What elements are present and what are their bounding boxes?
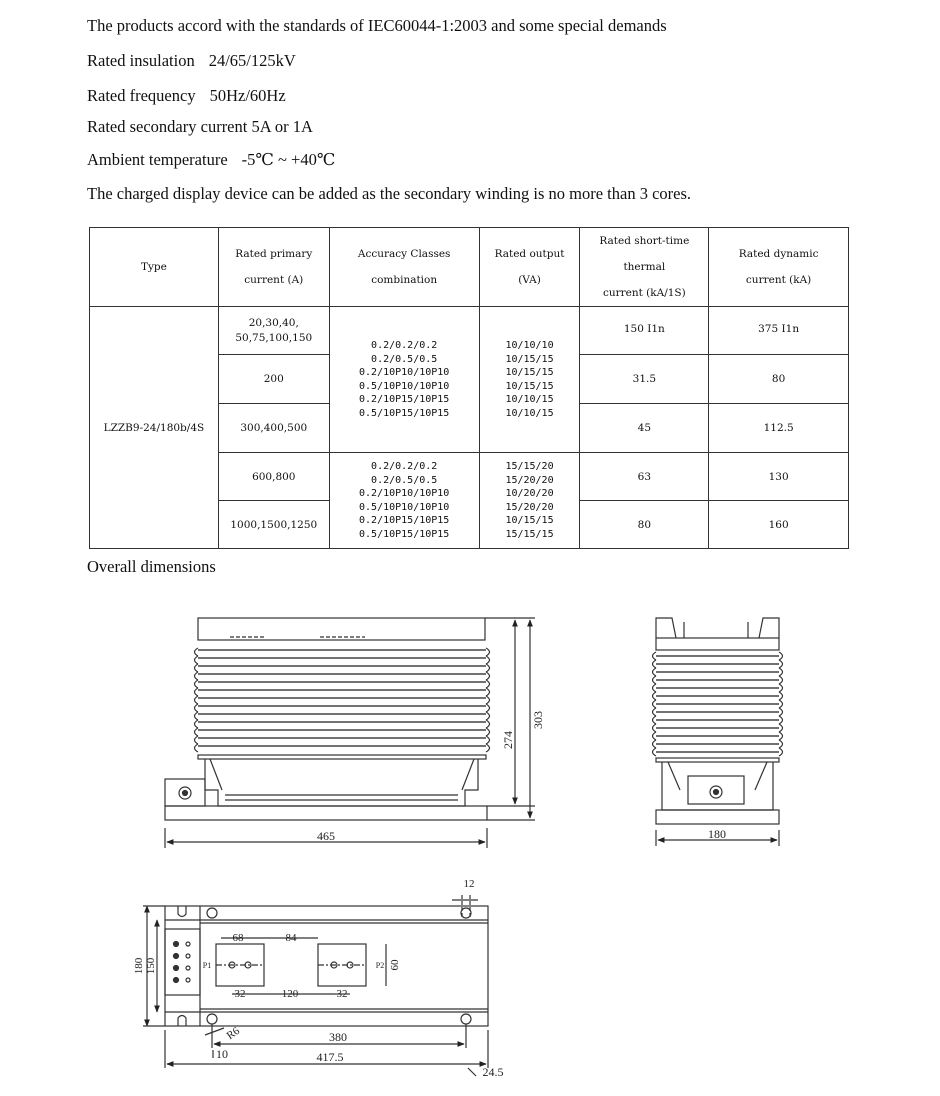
dim-180: 180 xyxy=(133,957,145,975)
label-p2: P2 xyxy=(375,961,385,970)
dynamic-cell: 112.5 xyxy=(709,404,849,453)
dynamic-cell: 160 xyxy=(709,501,849,549)
dim-417: 417.5 xyxy=(316,1050,344,1064)
dim-32a: 32 xyxy=(234,988,246,1000)
primary-cell: 600,800 xyxy=(218,453,329,501)
side-view-drawing xyxy=(653,618,783,846)
dynamic-cell: 130 xyxy=(709,453,849,501)
thermal-cell: 150 I1n xyxy=(580,307,709,355)
dim-side-width: 180 xyxy=(708,827,726,841)
insulation-value: 24/65/125kV xyxy=(208,51,296,70)
secondary-current: Rated secondary current 5A or 1A xyxy=(87,117,313,136)
header-output: Rated output (VA) xyxy=(479,228,580,307)
thermal-cell: 31.5 xyxy=(580,355,709,404)
dim-front-width: 465 xyxy=(317,829,335,843)
dim-front-h2: 303 xyxy=(531,711,545,729)
primary-cell: 20,30,40, 50,75,100,150 xyxy=(218,307,329,355)
dim-60: 60 xyxy=(389,959,401,971)
dim-12: 12 xyxy=(463,878,475,890)
insulation-label: Rated insulation xyxy=(87,51,195,70)
ambient-value: -5℃ ~ +40℃ xyxy=(241,150,336,169)
primary-cell: 1000,1500,1250 xyxy=(218,501,329,549)
dynamic-cell: 375 I1n xyxy=(709,307,849,355)
standards-line: The products accord with the standards of IEC60044-1:2003 and some special demands xyxy=(87,16,667,35)
dim-120: 120 xyxy=(281,988,299,1000)
header-primary: Rated primary current (A) xyxy=(218,228,329,307)
dynamic-cell: 80 xyxy=(709,355,849,404)
ambient-label: Ambient temperature xyxy=(87,150,228,169)
dim-68: 68 xyxy=(232,932,244,944)
dim-10: 10 xyxy=(216,1047,228,1061)
type-cell: LZZB9-24/180b/4S xyxy=(90,307,219,549)
dim-24-5: 24.5 xyxy=(482,1065,504,1079)
primary-cell: 300,400,500 xyxy=(218,404,329,453)
thermal-cell: 63 xyxy=(580,453,709,501)
thermal-cell: 45 xyxy=(580,404,709,453)
front-view-drawing xyxy=(165,618,535,848)
thermal-cell: 80 xyxy=(580,501,709,549)
dim-r6: R6 xyxy=(224,1024,242,1043)
accuracy-cell: 0.2/0.2/0.2 0.2/0.5/0.5 0.2/10P10/10P10 0.5/10P10/10P10 0.2/10P15/10P15 0.5/10P15/10P15 xyxy=(329,453,479,549)
dim-150: 150 xyxy=(145,957,157,975)
frequency-label: Rated frequency xyxy=(87,86,196,105)
header-type: Type xyxy=(90,228,219,307)
header-dynamic: Rated dynamic current (kA) xyxy=(709,228,849,307)
label-p1: P1 xyxy=(202,961,212,970)
display-note: The charged display device can be added as the secondary winding is no more than 3 cores. xyxy=(87,184,692,203)
top-view-drawing xyxy=(143,895,488,1076)
frequency-value: 50Hz/60Hz xyxy=(209,86,286,105)
output-cell: 15/15/20 15/20/20 10/20/20 15/20/20 10/15/15 15/15/15 xyxy=(479,453,580,549)
output-cell: 10/10/10 10/15/15 10/15/15 10/15/15 10/10/15 10/10/15 xyxy=(479,307,580,453)
dim-32b: 32 xyxy=(336,988,348,1000)
dim-380: 380 xyxy=(329,1030,347,1044)
dim-front-h1: 274 xyxy=(501,731,515,749)
dim-84: 84 xyxy=(285,932,297,944)
header-accuracy: Accuracy Classes combination xyxy=(329,228,479,307)
dimensions-title: Overall dimensions xyxy=(87,557,216,576)
primary-cell: 200 xyxy=(218,355,329,404)
accuracy-cell: 0.2/0.2/0.2 0.2/0.5/0.5 0.2/10P10/10P10 0.5/10P10/10P10 0.2/10P15/10P15 0.5/10P15/10P15 xyxy=(329,307,479,453)
header-thermal: Rated short-time thermal current (kA/1S) xyxy=(580,228,709,307)
